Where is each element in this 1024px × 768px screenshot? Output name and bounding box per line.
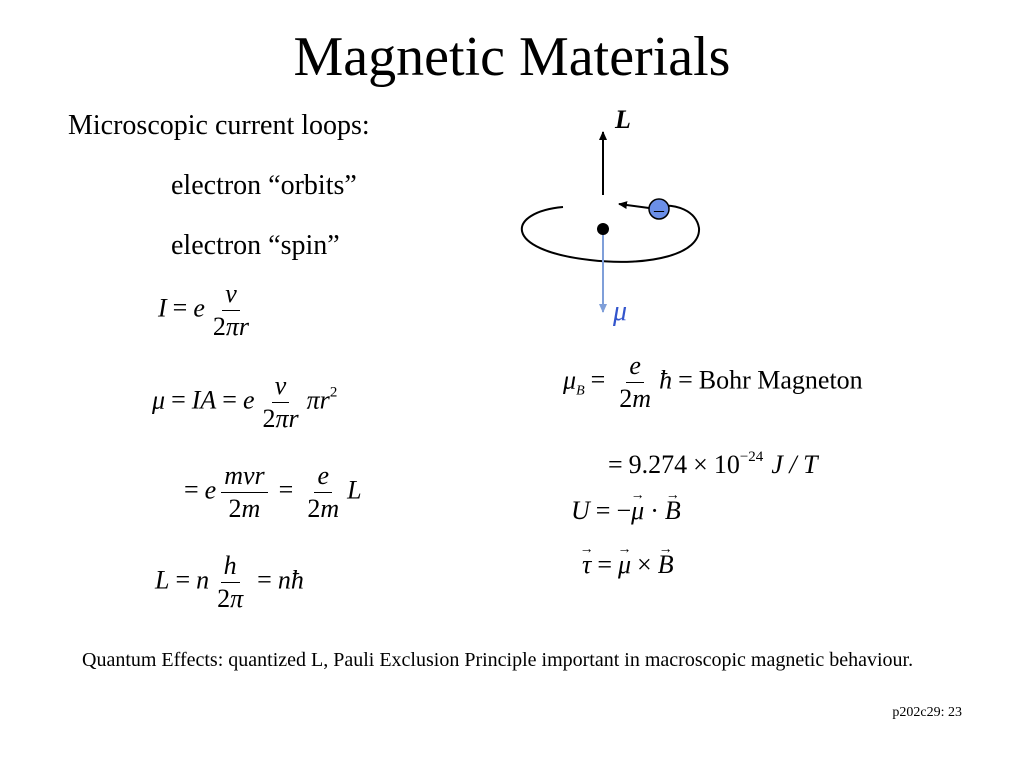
eq-current: I = e $\frac{v}{2\pi r}$	[158, 279, 250, 341]
intro-text: Microscopic current loops:	[68, 110, 370, 141]
slide-title: Magnetic Materials	[293, 26, 731, 88]
bullet-orbits: electron “orbits”	[171, 170, 357, 201]
bohr-value: 9.274	[628, 450, 688, 479]
eq-bohr-magneton: $\mu_B$ = $\frac{e}{2m}$ ħ = Bohr Magneton	[563, 351, 863, 413]
quantum-effects-note: Quantum Effects: quantized L, Pauli Exclusion Principle important in macroscopic magnetic behaviour.	[82, 649, 914, 671]
orbit-loop	[522, 206, 699, 262]
label-L: L	[615, 105, 631, 134]
eq-bohr-value: = $9.274 \times 10^{-24}$ J / T	[608, 449, 818, 479]
slide-footer: p202c29: 23	[892, 705, 962, 720]
eq-torque: → τ =→ μ ×→ B	[582, 550, 674, 580]
eq-quantized-L: L = n $\frac{h}{2\pi}$ = nħ	[155, 551, 304, 613]
bohr-magneton-label: Bohr Magneton	[698, 365, 863, 395]
electron-velocity-arrow	[619, 204, 649, 208]
electron-minus-symbol: –	[654, 199, 664, 221]
current-loop-diagram	[495, 100, 715, 340]
nucleus-dot	[597, 223, 609, 235]
label-mu: μ	[612, 296, 628, 327]
eq-potential-energy: U = −→ μ ·→ B	[571, 496, 681, 526]
eq-magnetic-moment: μ = IA = e $\frac{v}{2\pi r}$ $\pi r^2$	[152, 371, 338, 433]
bohr-exponent: −24	[739, 449, 764, 465]
bohr-unit: J / T	[771, 450, 818, 479]
bullet-spin: electron “spin”	[171, 230, 340, 261]
eq-moment-angular: = e $\frac{\text{mvr}}{2m}$ = $\frac{e}{2m}$ L	[184, 461, 362, 523]
